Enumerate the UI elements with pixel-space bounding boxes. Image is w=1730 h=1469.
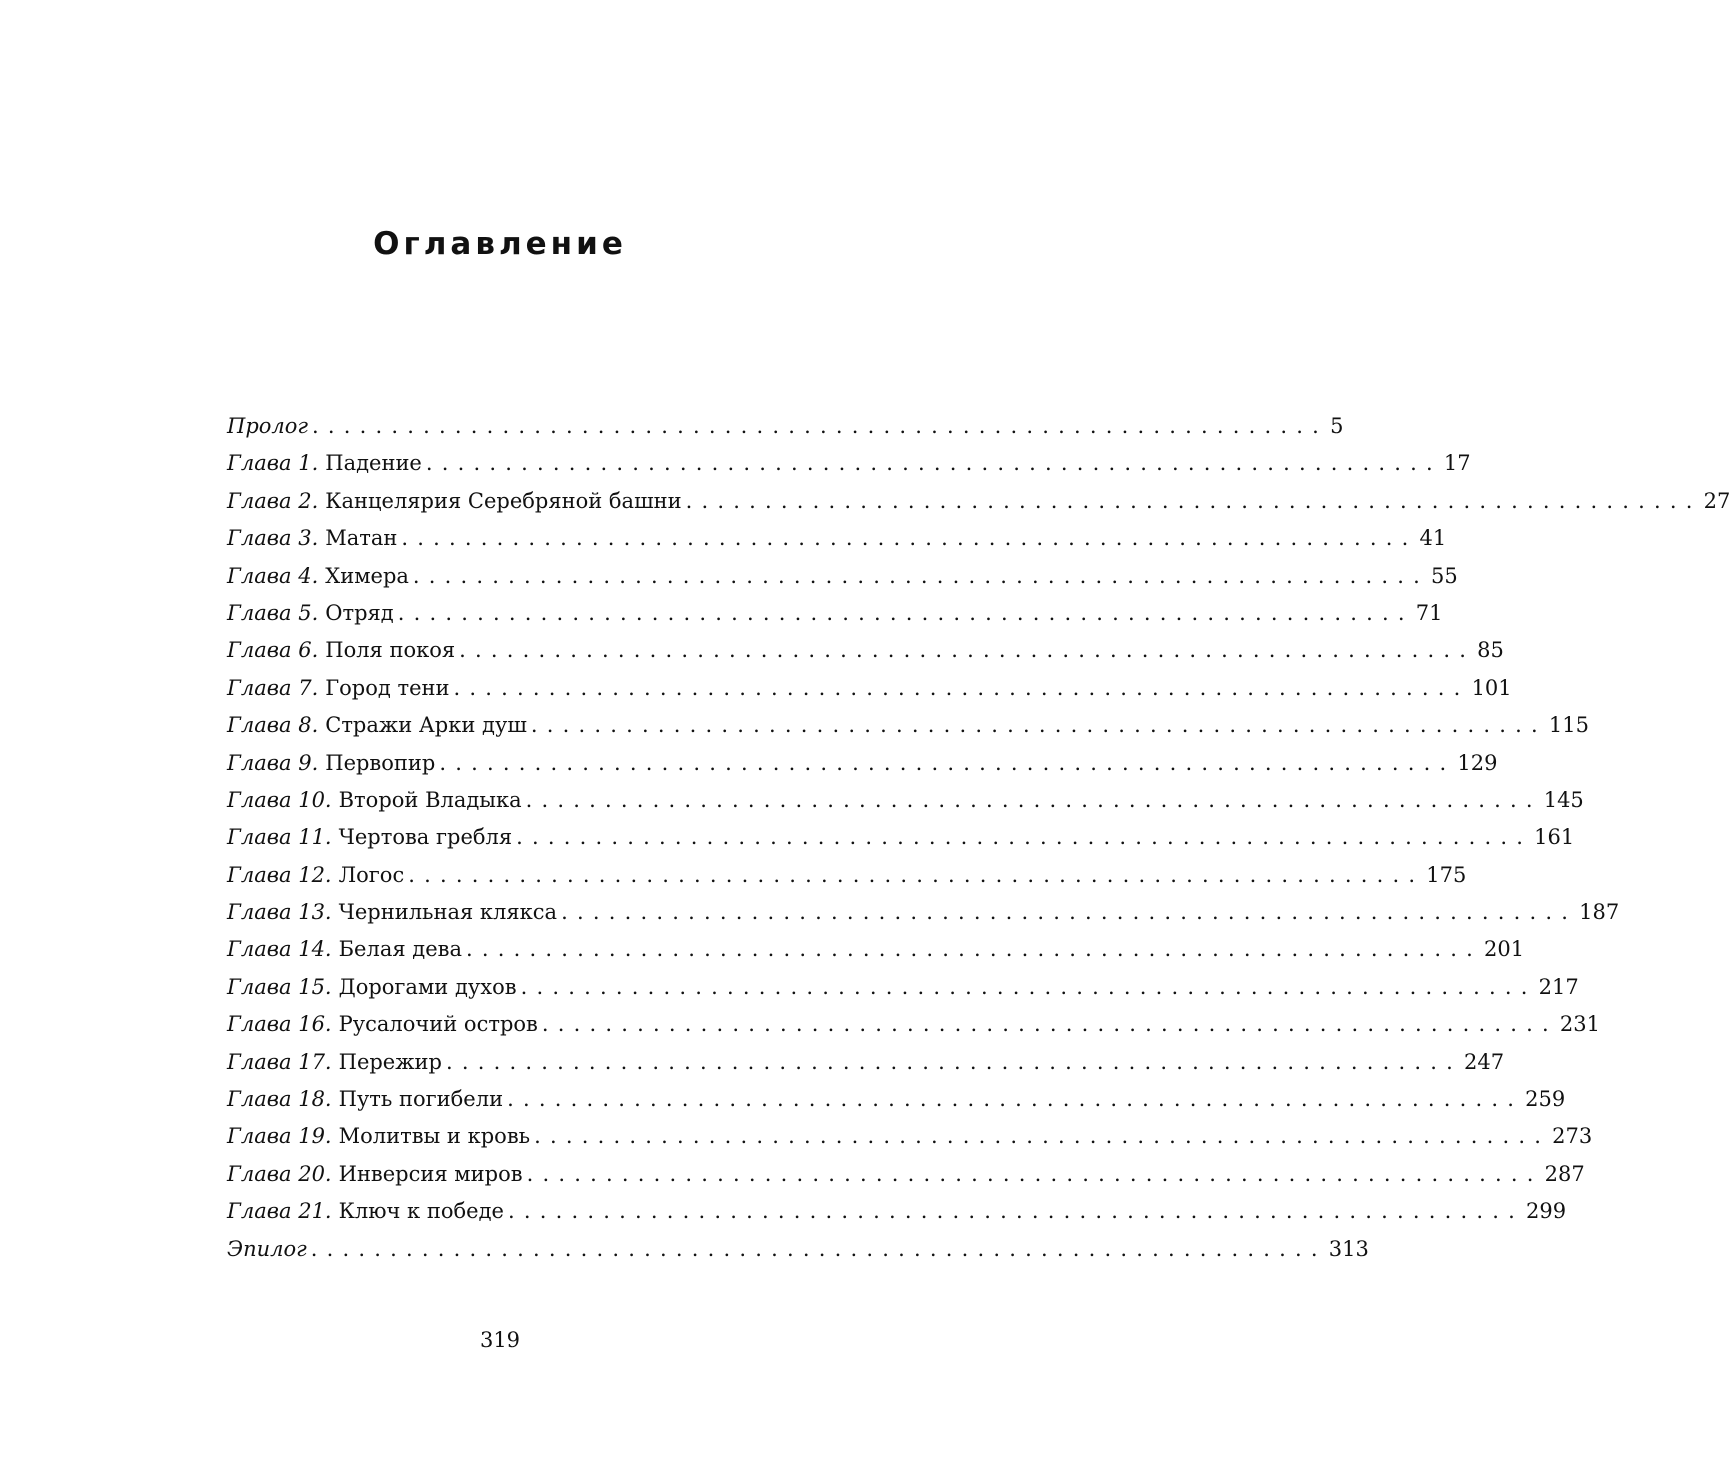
- dot-leader: ................................................................: [516, 825, 1533, 850]
- dot-leader: ................................................................: [525, 787, 1542, 812]
- dot-leader: ................................................................: [685, 488, 1702, 513]
- toc-entry-label: Глава 18.: [227, 1087, 332, 1112]
- toc-entry-title: Инверсия миров: [338, 1161, 523, 1186]
- toc-entry-label: Глава 6.: [227, 638, 319, 663]
- dot-leader: ................................................................: [408, 862, 1425, 887]
- dot-leader: ................................................................: [439, 750, 1456, 775]
- toc-entry[interactable]: [227, 707, 1589, 744]
- toc-entry-page: 247: [1464, 1049, 1505, 1074]
- toc-entry-title: Канцелярия Серебряной башни: [325, 488, 682, 513]
- toc-entry-title: Химера: [325, 563, 409, 588]
- toc-entry-page: 273: [1552, 1124, 1593, 1149]
- toc-entry[interactable]: [227, 520, 1447, 557]
- toc-entry[interactable]: [227, 745, 1498, 782]
- toc-entry-title: Первопир: [325, 750, 436, 775]
- dot-leader: ................................................................: [465, 937, 1483, 962]
- toc-entry-page: 145: [1543, 787, 1584, 812]
- toc-entry-title: Стражи Арки душ: [325, 713, 527, 738]
- toc-entry[interactable]: [227, 1193, 1567, 1230]
- toc-entry-page: 115: [1548, 713, 1589, 738]
- toc-entry-page: 71: [1415, 600, 1443, 625]
- toc-entry-title: Путь погибели: [338, 1087, 504, 1112]
- toc-entry-label: Глава 21.: [227, 1199, 332, 1224]
- toc-entry[interactable]: [227, 1156, 1585, 1193]
- toc-entry-label: Глава 5.: [227, 600, 319, 625]
- toc-entry[interactable]: [227, 969, 1579, 1006]
- toc-entry-page: 187: [1579, 900, 1620, 925]
- toc-entry[interactable]: [227, 1006, 1600, 1043]
- toc-entry[interactable]: [227, 1081, 1566, 1118]
- toc-entry[interactable]: [227, 1118, 1593, 1155]
- toc-entry-label: Глава 1.: [227, 451, 319, 476]
- toc-entry-label: Глава 16.: [227, 1012, 332, 1037]
- toc-entry-page: 101: [1471, 675, 1512, 700]
- dot-leader: ................................................................: [446, 1049, 1463, 1074]
- page-number: 319: [479, 1328, 521, 1352]
- toc-entry-label: Глава 3.: [227, 526, 319, 551]
- dot-leader: ................................................................: [541, 1012, 1558, 1037]
- dot-leader: ................................................................: [507, 1087, 1524, 1112]
- toc-entry-title: Логос: [338, 862, 405, 887]
- dot-leader: ................................................................: [534, 1124, 1551, 1149]
- toc-entry[interactable]: [227, 445, 1471, 482]
- toc-entry-label: Глава 4.: [227, 563, 319, 588]
- dot-leader: ................................................................: [453, 675, 1470, 700]
- toc-entry-page: 85: [1477, 638, 1504, 663]
- toc-entry-label: Глава 7.: [227, 675, 319, 700]
- toc-entry-title: Молитвы и кровь: [338, 1124, 531, 1149]
- toc-entry-label: Глава 15.: [227, 974, 332, 999]
- toc-entry-page: 17: [1443, 451, 1471, 476]
- toc-entry-title: Поля покоя: [325, 638, 456, 663]
- toc-entry-title: Чертова гребля: [338, 825, 513, 850]
- toc-entry-page: 201: [1484, 937, 1525, 962]
- toc-entry[interactable]: [227, 558, 1458, 595]
- dot-leader: ................................................................: [459, 638, 1476, 663]
- toc-entry-title: Отряд: [325, 600, 394, 625]
- toc-entry-label: Глава 19.: [227, 1124, 332, 1149]
- toc-entry-page: 287: [1544, 1161, 1585, 1186]
- dot-leader: ................................................................: [561, 900, 1578, 925]
- dot-leader: ................................................................: [425, 451, 1442, 476]
- toc-entry-label: Глава 8.: [227, 713, 319, 738]
- toc-entry-title: Падение: [325, 451, 422, 476]
- toc-entry-label: Глава 17.: [227, 1049, 332, 1074]
- dot-leader: ................................................................: [520, 974, 1537, 999]
- toc-entry[interactable]: [227, 595, 1443, 632]
- dot-leader: ................................................................: [310, 1236, 1327, 1261]
- dot-leader: ................................................................: [397, 600, 1414, 625]
- toc-entry-label: Глава 14.: [227, 937, 332, 962]
- toc-entry-page: 129: [1457, 750, 1498, 775]
- toc-entry-title: Чернильная клякса: [338, 900, 558, 925]
- dot-leader: ................................................................: [526, 1161, 1543, 1186]
- toc-entry-page: 55: [1430, 563, 1458, 588]
- toc-entry-title: Дорогами духов: [338, 974, 517, 999]
- toc-entry[interactable]: [227, 931, 1525, 968]
- toc-entry-title: Второй Владыка: [338, 787, 522, 812]
- toc-entry-title: Матан: [325, 526, 398, 551]
- toc-entry-label: Глава 10.: [227, 787, 332, 812]
- toc-entry[interactable]: [227, 819, 1575, 856]
- toc-entry-label: Пролог: [227, 414, 309, 438]
- toc-entry-label: Глава 2.: [227, 488, 319, 513]
- toc-entry-label: Глава 11.: [227, 825, 332, 850]
- toc-entry-title: Пережир: [338, 1049, 442, 1074]
- toc-entry-page: 231: [1559, 1012, 1600, 1037]
- toc-entry-page: 217: [1538, 974, 1579, 999]
- toc-entry-title: Ключ к победе: [338, 1199, 504, 1224]
- toc-entry-page: 5: [1330, 414, 1344, 438]
- dot-leader: ................................................................: [401, 526, 1418, 551]
- toc-entry[interactable]: [227, 894, 1620, 931]
- toc-entry-label: Эпилог: [227, 1236, 307, 1261]
- toc-entry[interactable]: [227, 632, 1504, 669]
- dot-leader: ................................................................: [412, 563, 1429, 588]
- toc-entry-page: 161: [1534, 825, 1575, 850]
- toc-entry[interactable]: [227, 857, 1467, 894]
- toc-entry-page: 259: [1525, 1087, 1566, 1112]
- table-of-contents: [227, 408, 1730, 1268]
- toc-entry[interactable]: [227, 408, 1344, 445]
- toc-entry[interactable]: [227, 1044, 1505, 1081]
- toc-entry-label: Глава 13.: [227, 900, 332, 925]
- toc-entry[interactable]: [227, 782, 1584, 819]
- toc-entry-label: Глава 9.: [227, 750, 319, 775]
- dot-leader: ................................................................: [312, 414, 1329, 438]
- toc-entry-page: 313: [1328, 1236, 1369, 1261]
- toc-entry-title: Город тени: [325, 675, 450, 700]
- dot-leader: ................................................................: [530, 713, 1547, 738]
- toc-entry[interactable]: [227, 670, 1512, 707]
- toc-entry-title: Белая дева: [338, 937, 462, 962]
- toc-entry-title: Русалочий остров: [338, 1012, 538, 1037]
- toc-entry-label: Глава 12.: [227, 862, 332, 887]
- dot-leader: ................................................................: [507, 1199, 1524, 1224]
- toc-entry[interactable]: [227, 483, 1730, 520]
- toc-entry-page: 41: [1419, 526, 1447, 551]
- toc-entry[interactable]: [227, 1231, 1369, 1268]
- toc-entry-page: 175: [1426, 862, 1467, 887]
- page-title: Оглавление: [373, 226, 627, 262]
- toc-entry-page: 299: [1525, 1199, 1567, 1224]
- toc-entry-label: Глава 20.: [227, 1161, 332, 1186]
- toc-entry-page: 27: [1703, 488, 1730, 513]
